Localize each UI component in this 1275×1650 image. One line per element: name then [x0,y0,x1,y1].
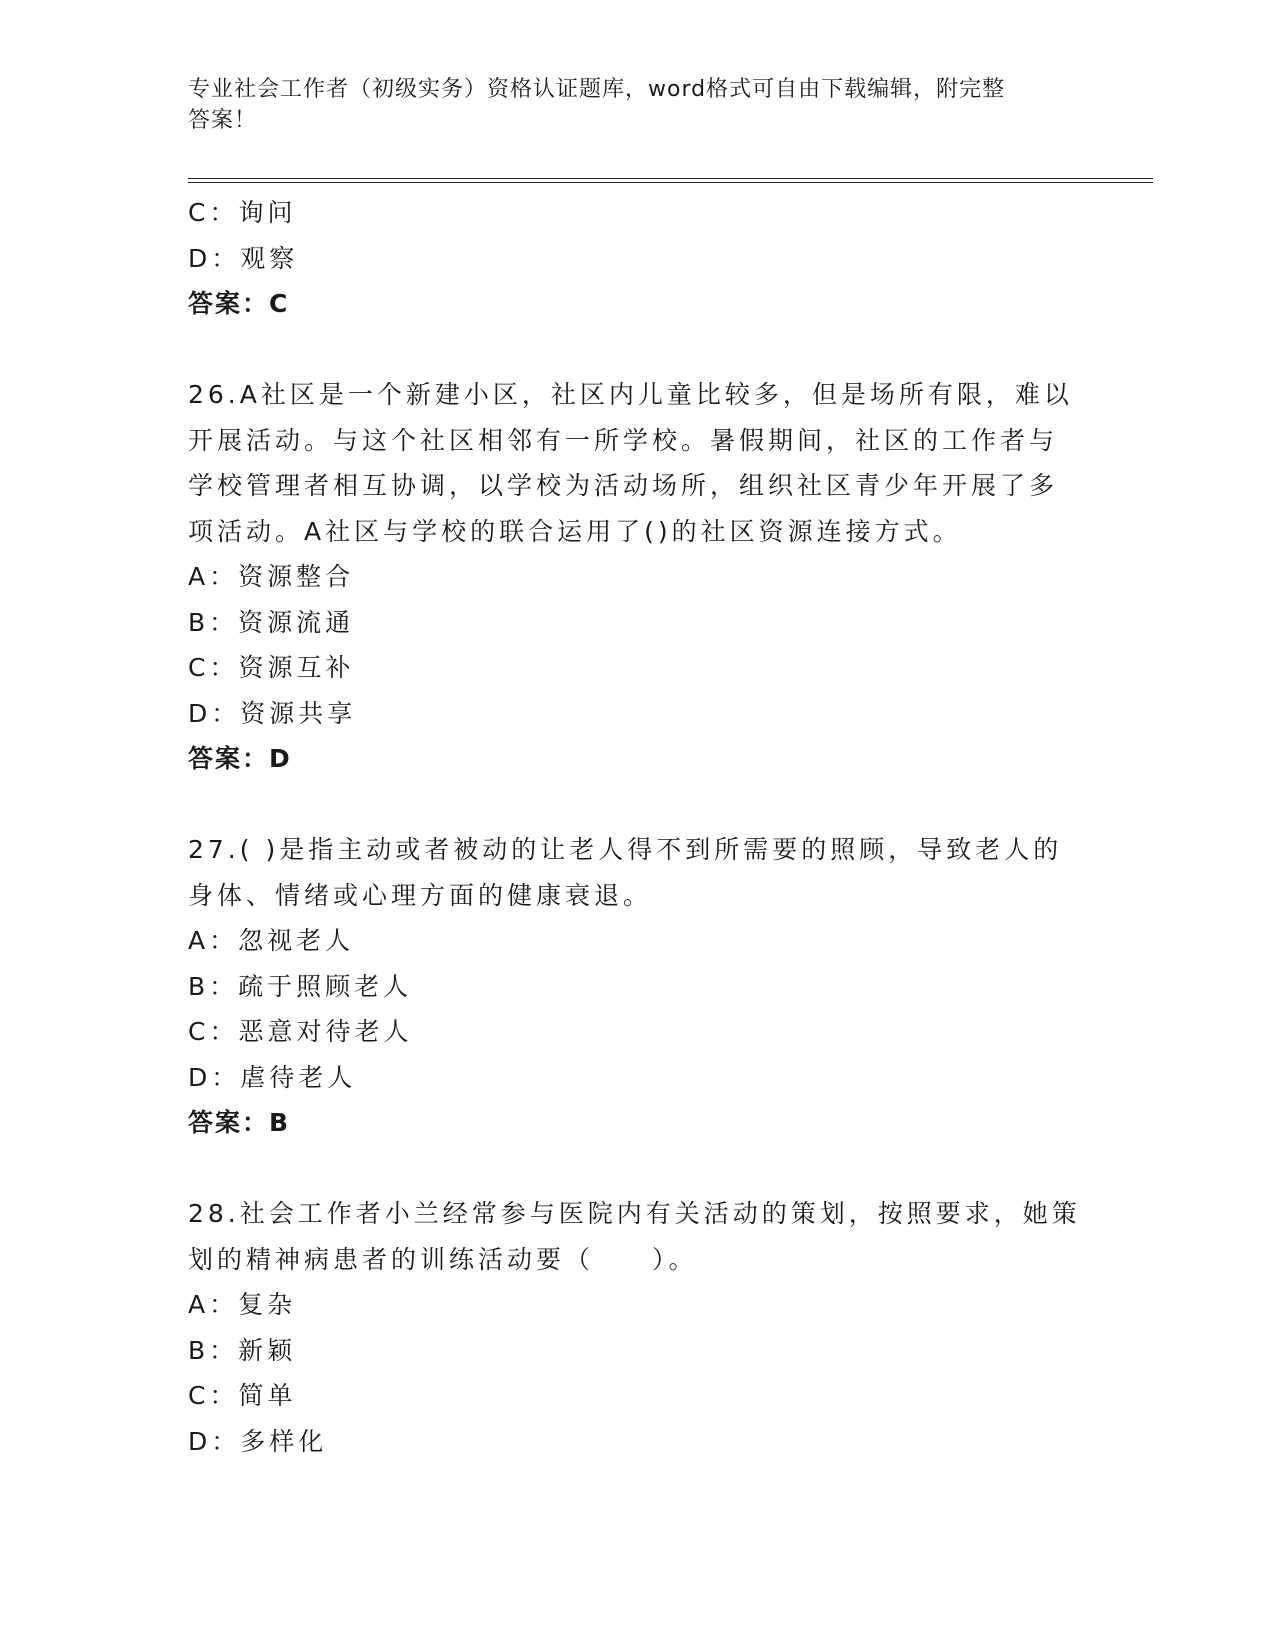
stem-line: 27.( )是指主动或者被动的让老人得不到所需要的照顾，导致老人的 [188,835,1063,864]
answer-line: 答案：C [188,289,290,318]
header-divider-top [188,178,1153,179]
stem-line: 身体、情绪或心理方面的健康衰退。 [188,880,653,910]
stem-line: 学校管理者相互协调，以学校为活动场所，组织社区青少年开展了多 [188,471,1059,500]
question-27 [188,827,1088,1146]
option-d: D：虐待老人 [188,1062,357,1092]
option-b: B：疏于照顾老人 [188,971,413,1001]
option-d: D：观察 [188,243,299,273]
stem-line: 项活动。A社区与学校的联合运用了()的社区资源连接方式。 [188,516,962,546]
document-header [188,74,1068,136]
option-c: C：简单 [188,1381,297,1410]
header-line-1: 专业社会工作者（初级实务）资格认证题库，word格式可自由下载编辑，附完整 [188,77,1006,102]
answer-line: 答案：D [188,744,292,773]
answer-line: 答案：B [188,1108,291,1137]
option-d: D：资源共享 [188,698,357,728]
option-d: D：多样化 [188,1426,328,1456]
option-c: C：询问 [188,198,297,227]
carryover-block [188,190,1088,327]
option-b: B：新颖 [188,1335,297,1365]
stem-line: 26.A社区是一个新建小区，社区内儿童比较多，但是场所有限，难以 [188,380,1073,409]
question-28 [188,1191,1088,1464]
stem-line: 28.社会工作者小兰经常参与医院内有关活动的策划，按照要求，她策 [188,1199,1081,1228]
spacer [188,327,1088,373]
stem-line: 开展活动。与这个社区相邻有一所学校。暑假期间，社区的工作者与 [188,425,1059,455]
spacer [188,782,1088,828]
question-stem [188,372,1088,554]
question-26 [188,372,1088,782]
spacer [188,1146,1088,1192]
header-line-2: 答案！ [188,108,258,133]
option-a: A：资源整合 [188,562,355,591]
stem-line: 划的精神病患者的训练活动要（ ）。 [188,1244,698,1274]
question-stem [188,827,1088,918]
option-a: A：复杂 [188,1290,297,1319]
question-content [188,190,1088,1464]
header-divider-bottom [188,182,1153,183]
option-c: C：恶意对待老人 [188,1017,413,1046]
question-stem [188,1191,1088,1282]
option-b: B：资源流通 [188,607,355,637]
option-c: C：资源互补 [188,653,355,682]
option-a: A：忽视老人 [188,926,355,955]
